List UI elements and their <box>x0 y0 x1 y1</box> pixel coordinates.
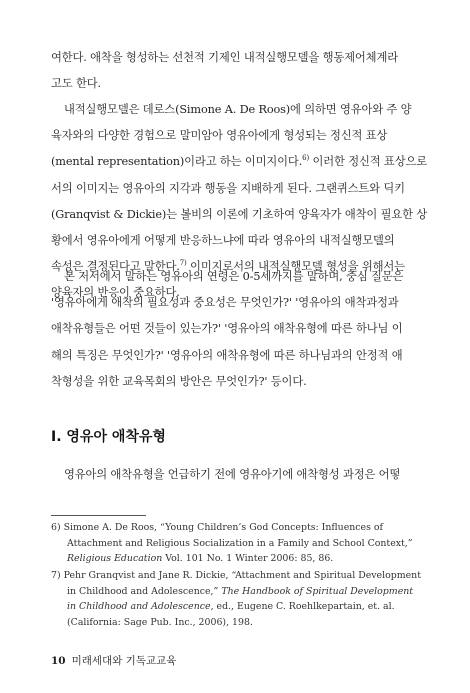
paragraph-line: (Granqvist & Dickie)는 볼비의 이론에 기초하여 양육자가 애착이 필요한 상 <box>51 207 428 221</box>
paragraph-line: 해의 특징은 무엇인가?' '영유아의 애착유형에 따른 하나님과의 안정적 애 <box>51 348 403 362</box>
paragraph-line: 영유아의 애착유형을 언급하기 전에 영유아기에 애착형성 과정은 어떻 <box>64 468 401 481</box>
page-number: 10 <box>51 655 66 667</box>
footnote-6 <box>51 520 431 567</box>
footnote-ref-6[interactable]: 6) <box>302 154 310 163</box>
line-text: 속성은 결정된다고 말한다. <box>51 260 180 274</box>
footnote-line <box>51 599 431 615</box>
paragraph-line: '영유아에게 애착의 필요성과 중요성은 무엇인가?' '영유아의 애착과정과 <box>51 296 399 310</box>
footnote-divider <box>51 515 146 516</box>
line-text: 이미지로서의 내적실행모델 형성을 위해서는 <box>186 260 405 274</box>
footnote-line: (California: Sage Pub. Inc., 2006), 198. <box>67 616 253 628</box>
paragraph-line: 양육자의 반응이 중요하다. <box>51 286 180 300</box>
paragraph-1 <box>51 45 431 97</box>
footnote-line <box>51 584 431 600</box>
footnote-text: Vol. 101 No. 1 Winter 2006: 85, 86. <box>162 553 334 565</box>
section-heading: I. 영유아 애착유형 <box>51 429 166 445</box>
paragraph-line: 애착유형들은 어떤 것들이 있는가?' '영유아의 애착유형에 따른 하나님 이 <box>51 322 403 336</box>
line-text: (mental representation)이라고 하는 이미지이다. <box>51 155 303 169</box>
footnote-7 <box>51 568 431 630</box>
footnote-line <box>51 551 431 567</box>
footnote-ref-7[interactable]: 7) <box>179 259 187 268</box>
page-footer <box>51 653 176 668</box>
paragraph-line: 여한다. 애착을 형성하는 선천적 기제인 내적실행모델을 행동제어체계라 <box>51 51 398 64</box>
paragraph-line: 본 저서에서 말하는 영유아의 연령은 0-5세까지를 말하며, 중심 질문은 <box>64 270 404 283</box>
paragraph-3 <box>51 264 431 395</box>
paragraph-4 <box>51 462 431 488</box>
paragraph-line: 착형성을 위한 교육목회의 방안은 무엇인가?' 등이다. <box>51 374 307 388</box>
paragraph-line: 내적실행모델은 데로스(Simone A. De Roos)에 의하면 영유아와 주 양 <box>64 103 412 116</box>
paragraph-line: 황에서 영유아에게 어떻게 반응하느냐에 따라 영유아의 내적실행모델의 <box>51 234 395 248</box>
paragraph-line <box>51 149 431 175</box>
line-text: 이러한 정신적 표상으로 <box>309 155 427 169</box>
paragraph-line: 서의 이미지는 영유아의 지각과 행동을 지배하게 된다. 그랜퀴스트와 딕키 <box>51 181 405 195</box>
book-title: The Handbook of Spiritual Development <box>221 585 414 597</box>
footnote-text: in Childhood and Adolescence,” <box>67 585 222 597</box>
footnote-line: Attachment and Religious Socialization in a Family and School Context,” <box>67 537 413 549</box>
footnote-line: 6) Simone A. De Roos, “Young Children’s God Concepts: Influences of <box>51 522 384 533</box>
running-title: 미래세대와 기독교교육 <box>71 655 177 667</box>
journal-title: Religious Education <box>67 553 163 565</box>
footnote-text: , ed., Eugene C. Roehlkepartain, et. al. <box>210 601 395 613</box>
footnote-line: 7) Pehr Granqvist and Jane R. Dickie, “Attachment and Spiritual Development <box>51 570 421 581</box>
paragraph-line: 육자와의 다양한 경험으로 말미암아 영유아에게 형성되는 정신적 표상 <box>51 129 388 143</box>
book-title: in Childhood and Adolescence <box>67 601 211 613</box>
paragraph-line: 고도 한다. <box>51 77 101 91</box>
